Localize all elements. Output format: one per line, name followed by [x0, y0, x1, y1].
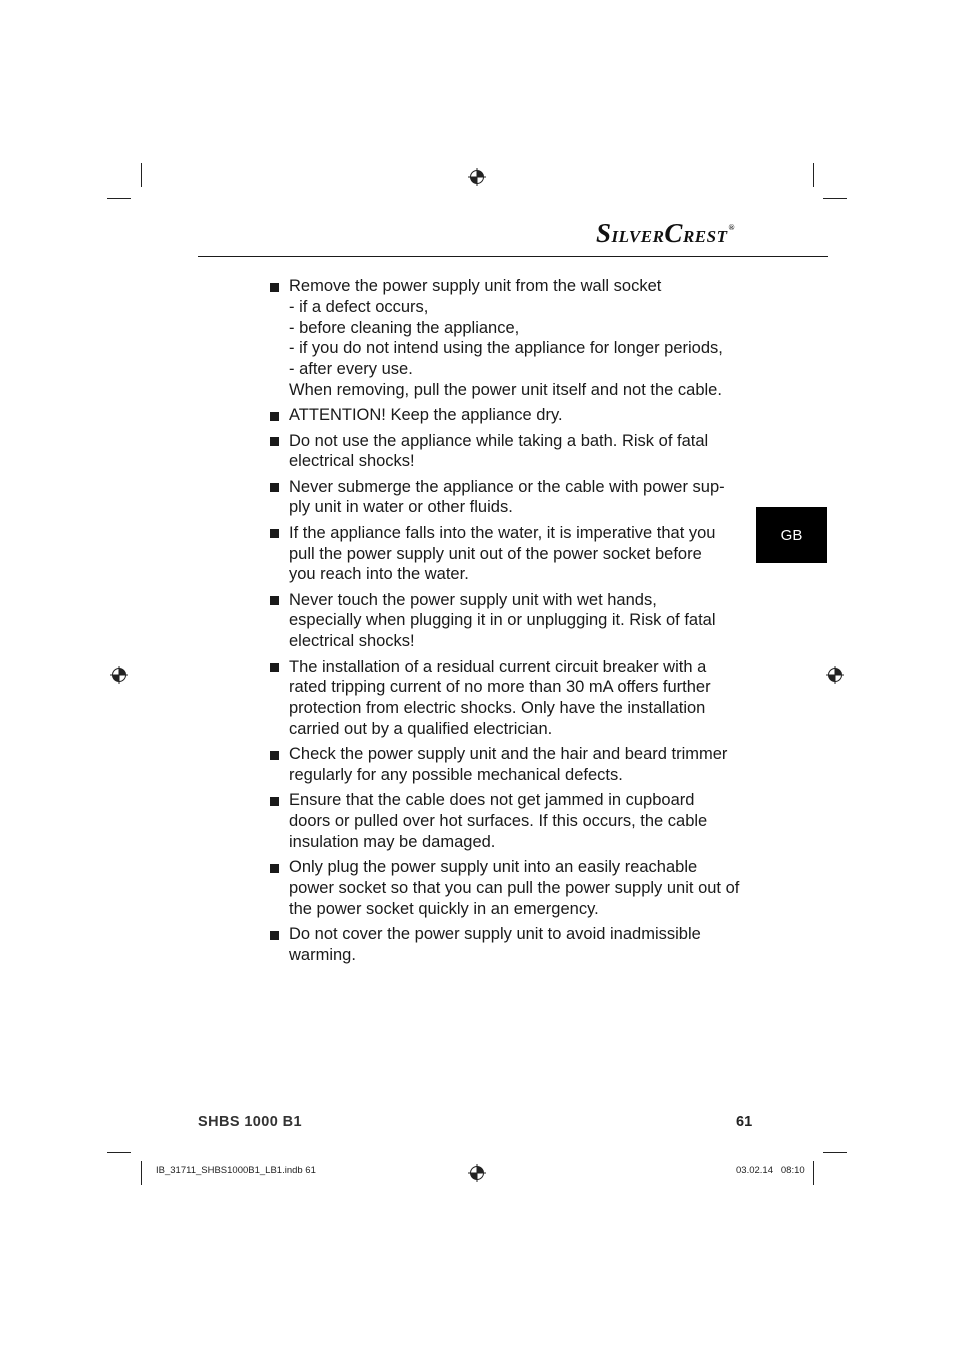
logo-initial: S — [596, 218, 612, 248]
list-item-line: electrical shocks! — [289, 452, 415, 471]
list-item-line: Only plug the power supply unit into an easily reachable — [289, 858, 698, 877]
list-item-line: protection from electric shocks. Only have the installation — [289, 699, 706, 718]
list-item-line: carried out by a qualified electrician. — [289, 719, 553, 738]
list-item-line: The installation of a residual current circuit breaker with a — [289, 657, 707, 676]
list-item — [268, 590, 738, 652]
page-number: 61 — [736, 1114, 753, 1130]
crop-mark — [107, 1152, 131, 1153]
list-item-line: Remove the power supply unit from the wall socket — [289, 277, 662, 295]
registration-mark-icon — [468, 168, 486, 186]
list-item — [268, 431, 738, 473]
list-item-line: If the appliance falls into the water, it is imperative that you — [289, 523, 716, 542]
crop-mark — [813, 163, 814, 187]
language-tab: GB — [756, 507, 827, 563]
registration-mark-icon — [110, 666, 128, 684]
list-item-line: Never submerge the appliance or the cable with power sup- — [289, 477, 725, 496]
list-item — [268, 657, 738, 740]
list-item — [268, 790, 738, 852]
list-item-line: the power socket quickly in an emergency. — [289, 899, 599, 918]
list-item-line: - if a defect occurs, — [289, 297, 429, 316]
list-item-line: Do not use the appliance while taking a bath. Risk of fatal — [289, 431, 709, 450]
header-rule — [198, 256, 828, 257]
registration-mark-icon — [826, 666, 844, 684]
square-bullet-icon — [270, 596, 279, 605]
crop-mark — [823, 198, 847, 199]
crop-mark — [141, 163, 142, 187]
list-item — [268, 523, 738, 585]
list-item — [268, 477, 738, 519]
square-bullet-icon — [270, 797, 279, 806]
list-item-line: When removing, pull the power unit itself and not the cable. — [289, 380, 722, 399]
print-slug-file: IB_31711_SHBS1000B1_LB1.indb 61 — [156, 1165, 316, 1176]
list-item — [268, 276, 738, 401]
list-item-line: warming. — [289, 945, 356, 964]
list-item-line: regularly for any possible mechanical defects. — [289, 766, 623, 785]
list-item — [268, 857, 738, 919]
list-item-line: - after every use. — [289, 360, 413, 379]
list-item-line: insulation may be damaged. — [289, 832, 496, 851]
square-bullet-icon — [270, 931, 279, 940]
square-bullet-icon — [270, 412, 279, 421]
print-slug-date: 03.02.14 08:10 — [736, 1165, 805, 1176]
list-item-line: doors or pulled over hot surfaces. If this occurs, the cable — [289, 812, 708, 831]
list-item-line: pull the power supply unit out of the power socket before — [289, 544, 702, 563]
crop-mark — [823, 1152, 847, 1153]
list-item-line: you reach into the water. — [289, 565, 469, 584]
list-item-line: Never touch the power supply unit with wet hands, — [289, 590, 657, 609]
crop-mark — [813, 1161, 814, 1185]
square-bullet-icon — [270, 483, 279, 492]
logo-initial: C — [664, 218, 683, 248]
logo-text: ILVER — [611, 227, 665, 246]
square-bullet-icon — [270, 437, 279, 446]
footer-model: SHBS 1000 B1 — [198, 1114, 302, 1130]
crop-mark — [141, 1161, 142, 1185]
list-item — [268, 924, 738, 966]
list-item-line: Check the power supply unit and the hair and beard trimmer — [289, 745, 728, 764]
list-item-line: especially when plugging it in or unplugging it. Risk of fatal — [289, 611, 716, 630]
registered-mark: ® — [728, 223, 735, 232]
square-bullet-icon — [270, 751, 279, 760]
list-item — [268, 405, 738, 426]
list-item-line: Ensure that the cable does not get jammed in cupboard — [289, 791, 695, 810]
safety-instructions-list — [268, 276, 738, 970]
list-item-line: electrical shocks! — [289, 632, 415, 651]
registration-mark-icon — [468, 1164, 486, 1182]
square-bullet-icon — [270, 283, 279, 292]
list-item-line: ply unit in water or other fluids. — [289, 498, 513, 517]
square-bullet-icon — [270, 529, 279, 538]
list-item-line: power socket so that you can pull the power supply unit out of — [289, 879, 740, 898]
list-item-line: - if you do not intend using the appliance for longer periods, — [289, 339, 723, 358]
brand-logo — [596, 218, 735, 249]
list-item — [268, 744, 738, 786]
square-bullet-icon — [270, 663, 279, 672]
crop-mark — [107, 198, 131, 199]
list-item-line: ATTENTION! Keep the appliance dry. — [289, 406, 563, 425]
square-bullet-icon — [270, 864, 279, 873]
list-item-line: Do not cover the power supply unit to avoid inadmissible — [289, 925, 701, 944]
logo-text: REST — [682, 227, 728, 246]
list-item-line: rated tripping current of no more than 30 mA offers further — [289, 678, 711, 697]
list-item-line: - before cleaning the appliance, — [289, 318, 520, 337]
